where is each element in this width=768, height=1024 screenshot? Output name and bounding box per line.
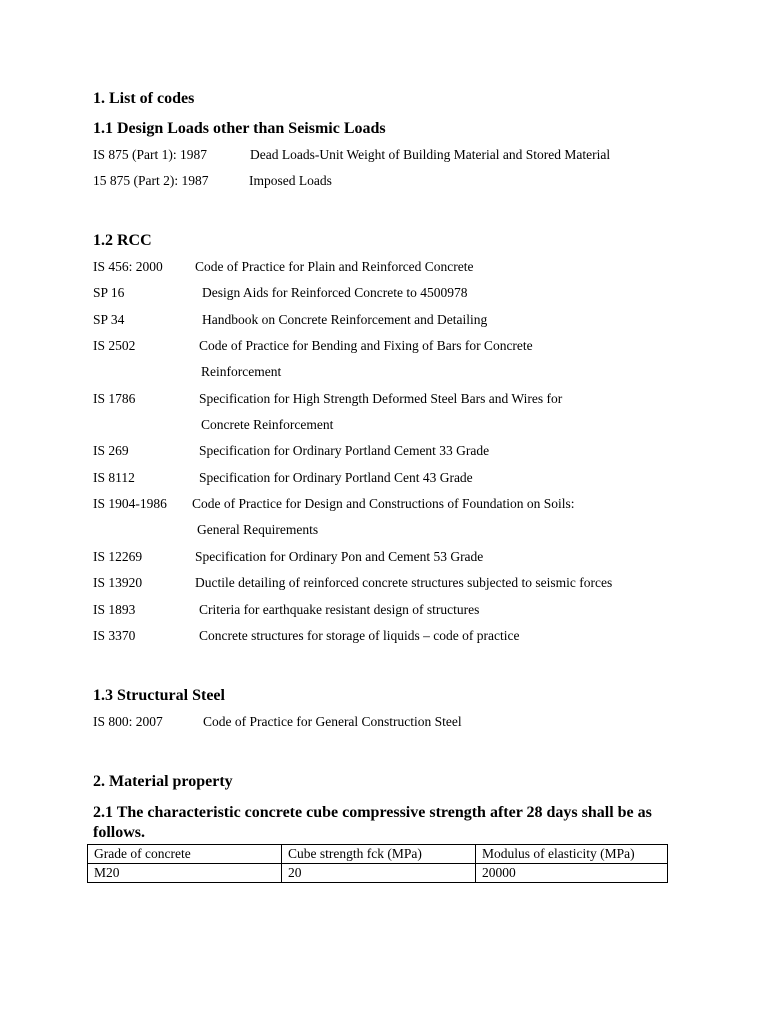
code-description: Specification for Ordinary Pon and Cement 53 Grade	[195, 549, 484, 564]
code-description-continued: Reinforcement	[201, 364, 282, 379]
table-cell: 20000	[476, 864, 668, 883]
code-description-continued: Concrete Reinforcement	[201, 417, 334, 432]
table-header-cell: Cube strength fck (MPa)	[282, 845, 476, 864]
code-description: Concrete structures for storage of liquids – code of practice	[199, 628, 520, 643]
code-id: IS 1786	[93, 391, 136, 406]
table-header-row	[88, 845, 668, 864]
code-description: Ductile detailing of reinforced concrete structures subjected to seismic forces	[195, 575, 613, 590]
code-description: Imposed Loads	[249, 173, 332, 188]
table-row	[88, 864, 668, 883]
code-description-continued: General Requirements	[197, 522, 319, 537]
code-id: IS 800: 2007	[93, 714, 163, 729]
code-description: Code of Practice for General Construction Steel	[203, 714, 462, 729]
code-id: IS 1904-1986	[93, 496, 167, 511]
concrete-properties-table	[87, 844, 668, 883]
table-header-cell: Modulus of elasticity (MPa)	[476, 845, 668, 864]
code-id: IS 269	[93, 443, 129, 458]
code-description: Specification for Ordinary Portland Cent 43 Grade	[199, 470, 473, 485]
code-description: Specification for High Strength Deformed Steel Bars and Wires for	[199, 391, 563, 406]
code-id: SP 16	[93, 285, 125, 300]
heading-concrete-strength: 2.1 The characteristic concrete cube compressive strength after 28 days shall be as follows.	[93, 804, 652, 841]
code-id: IS 13920	[93, 575, 143, 590]
code-description: Dead Loads-Unit Weight of Building Material and Stored Material	[250, 147, 611, 162]
heading-list-of-codes: 1. List of codes	[93, 90, 195, 107]
heading-structural-steel: 1.3 Structural Steel	[93, 687, 225, 704]
code-description: Handbook on Concrete Reinforcement and Detailing	[202, 312, 488, 327]
code-description: Code of Practice for Plain and Reinforced Concrete	[195, 259, 474, 274]
code-id: IS 3370	[93, 628, 136, 643]
code-description: Design Aids for Reinforced Concrete to 4500978	[202, 285, 468, 300]
code-id: IS 12269	[93, 549, 143, 564]
code-id: IS 1893	[93, 602, 136, 617]
code-id: 15 875 (Part 2): 1987	[93, 173, 209, 188]
heading-rcc: 1.2 RCC	[93, 232, 152, 249]
code-description: Criteria for earthquake resistant design of structures	[199, 602, 480, 617]
heading-material-property: 2. Material property	[93, 773, 233, 790]
table-cell: 20	[282, 864, 476, 883]
code-description: Code of Practice for Design and Constructions of Foundation on Soils:	[192, 496, 575, 511]
code-id: SP 34	[93, 312, 125, 327]
code-id: IS 8112	[93, 470, 135, 485]
code-description: Specification for Ordinary Portland Cement 33 Grade	[199, 443, 490, 458]
code-id: IS 2502	[93, 338, 136, 353]
code-id: IS 456: 2000	[93, 259, 163, 274]
heading-design-loads: 1.1 Design Loads other than Seismic Loads	[93, 120, 386, 137]
code-description: Code of Practice for Bending and Fixing of Bars for Concrete	[199, 338, 533, 353]
table-header-cell: Grade of concrete	[88, 845, 282, 864]
table-cell: M20	[88, 864, 282, 883]
code-id: IS 875 (Part 1): 1987	[93, 147, 207, 162]
